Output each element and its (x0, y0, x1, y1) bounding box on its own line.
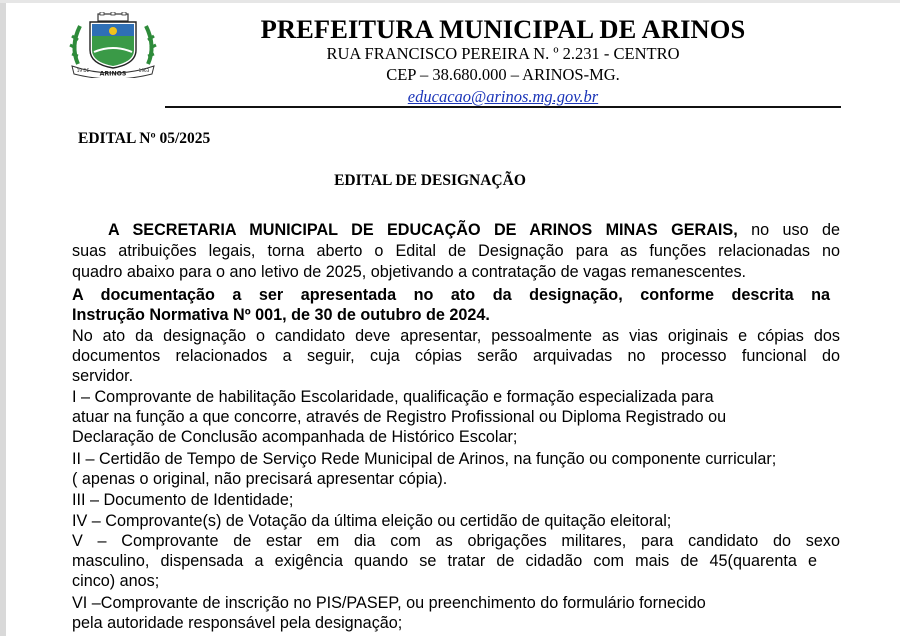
item-i-line-1: I – Comprovante de habilitação Escolaridade, qualificação e formação especializada para (72, 388, 714, 406)
intro-line-1-rest: no uso de (737, 221, 841, 239)
documentation-note-line-2: Instrução Normativa Nº 001, de 30 de outubro de 2024. (72, 306, 490, 324)
paragraph-line-2: documentos relacionados a seguir, cuja cópias serão arquivadas no processo funcional do (72, 347, 840, 365)
coat-of-arms-logo (66, 12, 160, 78)
municipality-title: PREFEITURA MUNICIPAL DE ARINOS (260, 14, 746, 44)
header-divider (165, 106, 841, 108)
page-shadow-left (0, 0, 6, 636)
item-ii-line-1: II – Certidão de Tempo de Serviço Rede Municipal de Arinos, na função ou componente curricular; (72, 450, 777, 468)
page-shadow-top (0, 0, 900, 3)
item-v-line-1: V – Comprovante de estar em dia com as obrigações militares, para candidato do sexo (72, 532, 840, 550)
item-i-line-2: atuar na função a que concorre, através de Registro Profissional ou Diploma Registrado ou (72, 408, 727, 426)
svg-text:ARINOS: ARINOS (99, 70, 127, 78)
item-v-line-2: masculino, dispensada a exigência quando se tratar de cidadão com mais de 45(quarenta e (72, 552, 817, 570)
intro-line-3: quadro abaixo para o ano letivo de 2025, objetivando a contratação de vagas remanescentes. (72, 263, 747, 281)
edital-number: EDITAL Nº 05/2025 (78, 130, 211, 147)
address-line: RUA FRANCISCO PEREIRA N. º 2.231 - CENTRO (326, 44, 680, 63)
intro-line-2: suas atribuições legais, torna aberto o Edital de Designação para as funções relacionadas no (72, 242, 840, 260)
paragraph-line-1: No ato da designação o candidato deve apresentar, pessoalmente as vias originais e cópias dos (72, 327, 840, 345)
item-iv: IV – Comprovante(s) de Votação da última eleição ou certidão de quitação eleitoral; (72, 512, 672, 530)
intro-lead: A SECRETARIA MUNICIPAL DE EDUCAÇÃO DE ARINOS MINAS GERAIS, (108, 221, 738, 239)
svg-text:1963: 1963 (138, 68, 150, 73)
item-vi-line-2: pela autoridade responsável pela designação; (72, 614, 403, 632)
item-iii: III – Documento de Identidade; (72, 491, 294, 509)
item-ii-line-2: ( apenas o original, não precisará apresentar cópia). (72, 470, 448, 488)
item-i-line-3: Declaração de Conclusão acompanhada de Histórico Escolar; (72, 428, 518, 446)
item-vi-line-1: VI –Comprovante de inscrição no PIS/PASEP, ou preenchimento do formulário fornecido (72, 594, 706, 612)
item-v-line-3: cinco) anos; (72, 572, 160, 590)
intro-line-1 (72, 220, 840, 240)
email-link[interactable]: educacao@arinos.mg.gov.br (407, 87, 599, 106)
document-title: EDITAL DE DESIGNAÇÃO (334, 172, 526, 189)
cep-line: CEP – 38.680.000 – ARINOS-MG. (386, 65, 620, 84)
paragraph-line-3: servidor. (72, 367, 134, 385)
svg-text:19 DE: 19 DE (76, 68, 90, 73)
documentation-note-line-1: A documentação a ser apresentada no ato da designação, conforme descrita na (72, 286, 830, 304)
